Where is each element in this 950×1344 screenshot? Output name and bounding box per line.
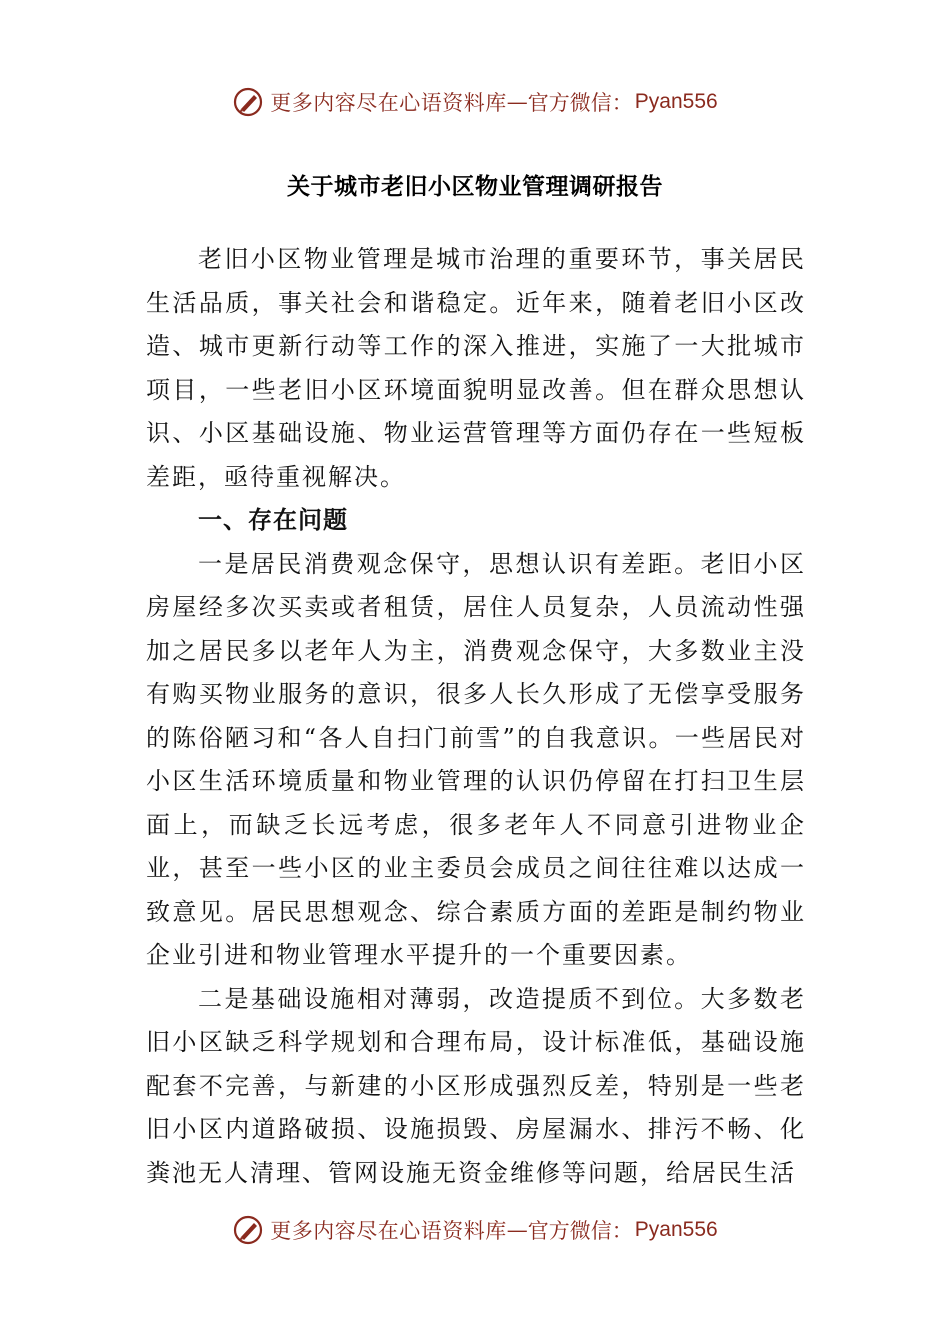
banner-wechat-label: 官方微信： <box>527 1219 633 1243</box>
pen-logo-icon <box>232 86 264 118</box>
intro-paragraph: 老旧小区物业管理是城市治理的重要环节，事关居民生活品质，事关社会和谐稳定。近年来，随着老旧小区改造、城市更新行动等工作的深入推进，实施了一大批城市项目，一些老旧小区环境面貌明显改善。但在群众思想认识、小区基础设施、物业运营管理等方面仍存在一些短板差距，亟待重视解决。 <box>146 245 806 491</box>
document-body <box>146 238 806 1195</box>
banner-dash: — <box>506 90 528 114</box>
body-paragraph: 二是基础设施相对薄弱，改造提质不到位。大多数老旧小区缺乏科学规划和合理布局，设计标准低，基础设施配套不完善，与新建的小区形成强烈反差，特别是一些老旧小区内道路破损、设施损毁、房屋漏水、排污不畅、化粪池无人清理、管网设施无资金维修等问题，给居民生活 <box>146 984 806 1187</box>
banner-wechat-id: Pyan556 <box>634 90 718 113</box>
banner-wechat-label: 官方微信： <box>527 91 633 115</box>
banner-wechat-id: Pyan556 <box>634 1218 718 1241</box>
body-paragraph: 一是居民消费观念保守，思想认识有差距。老旧小区房屋经多次买卖或者租赁，居住人员复杂，人员流动性强加之居民多以老年人为主，消费观念保守，大多数业主没有购买物业服务的意识，很多人长久形成了无偿享受服务的陈俗陋习和“各人自扫门前雪”的自我意识。一些居民对小区生活环境质量和物业管理的认识仍停留在打扫卫生层面上，而缺乏长远考虑，很多老年人不同意引进物业企业，甚至一些小区的业主委员会成员之间往往难以达成一致意见。居民思想观念、综合素质方面的差距是制约物业企业引进和物业管理水平提升的一个重要因素。 <box>146 549 806 969</box>
section-heading: 一、存在问题 <box>198 506 348 534</box>
document-title: 关于城市老旧小区物业管理调研报告 <box>287 174 663 200</box>
footer-watermark-banner <box>0 1208 950 1252</box>
header-watermark-banner <box>0 80 950 124</box>
banner-text: 更多内容尽在心语资料库 <box>270 91 507 115</box>
banner-dash: — <box>506 1218 528 1242</box>
pen-logo-icon <box>232 1214 264 1246</box>
banner-text: 更多内容尽在心语资料库 <box>270 1219 507 1243</box>
